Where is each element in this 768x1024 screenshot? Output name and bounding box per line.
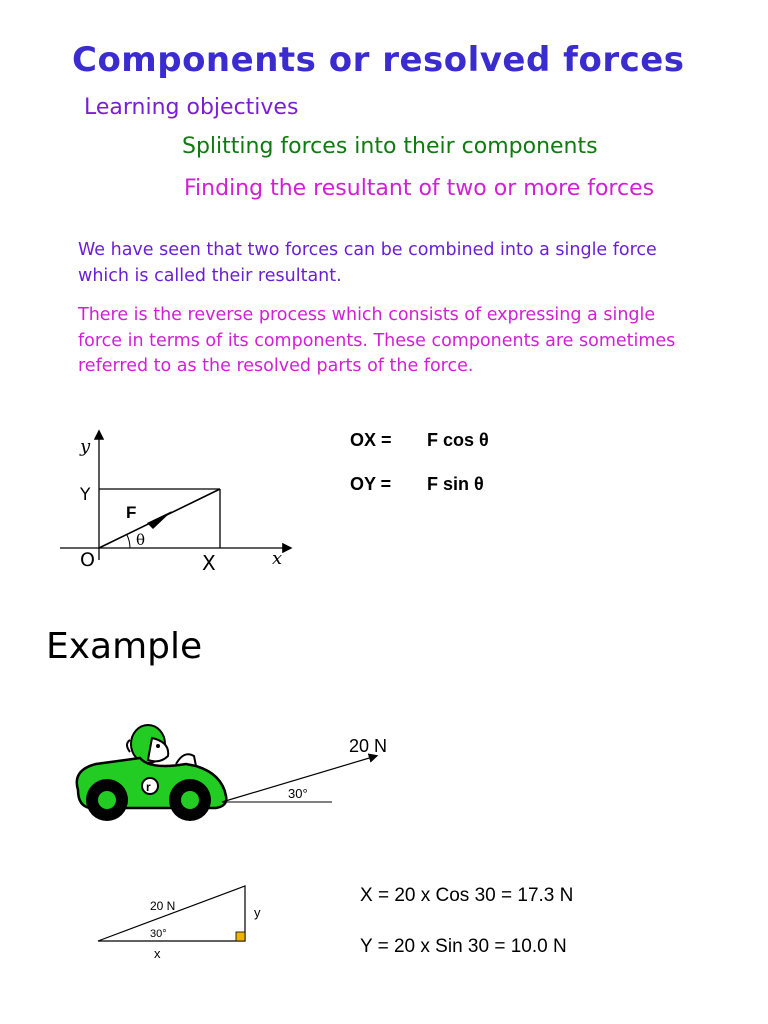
force-arrowhead [147,511,172,529]
equation-ox-rhs: F cos θ [427,430,489,450]
example-heading: Example [46,626,203,667]
car-hub-rear [98,791,116,809]
triangle-vertical-label: y [254,905,261,920]
triangle-hyp-label: 20 N [150,899,176,913]
y-axis-label: y [80,436,91,457]
calculation-y: Y = 20 x Sin 30 = 10.0 N [360,936,567,957]
paragraph-resultant: We have seen that two forces can be combined into a single force which is called their resultant. [78,240,657,286]
equation-oy-lhs: OY = [350,474,392,494]
right-angle-marker [236,932,245,941]
car-badge-glyph: r [146,780,151,794]
car-hub-front [181,791,199,809]
car-illustration [77,725,226,821]
force-label: F [126,503,137,522]
slide-title: Components or resolved forces [72,40,685,80]
origin-label: O [80,549,95,571]
triangle-angle-label: 30° [150,928,167,940]
calculation-x: X = 20 x Cos 30 = 17.3 N [360,885,574,906]
triangle-horizontal-label: x [154,946,161,961]
objective-item: Finding the resultant of two or more forces [184,176,655,201]
driver-ear [127,740,130,752]
paragraph-components: There is the reverse process which consists of expressing a single force in terms of its components. These components are sometimes referred to as the resolved parts of the force. [78,305,676,376]
angle-arc [127,535,130,548]
pull-angle-label: 30° [288,786,308,801]
x-component-label: X [202,551,216,575]
pull-force-label: 20 N [349,736,388,756]
right-triangle [98,886,245,941]
triangle-shape [98,886,245,941]
component-diagram [60,432,290,560]
equation-oy-rhs: F sin θ [427,474,484,494]
x-axis-label: x [272,548,283,569]
objectives-heading: Learning objectives [84,95,299,120]
y-component-label: Y [80,485,91,505]
angle-label: θ [136,531,146,549]
driver-eye [156,744,160,748]
equation-ox-lhs: OX = [350,430,392,450]
objective-item: Splitting forces into their components [182,134,598,159]
